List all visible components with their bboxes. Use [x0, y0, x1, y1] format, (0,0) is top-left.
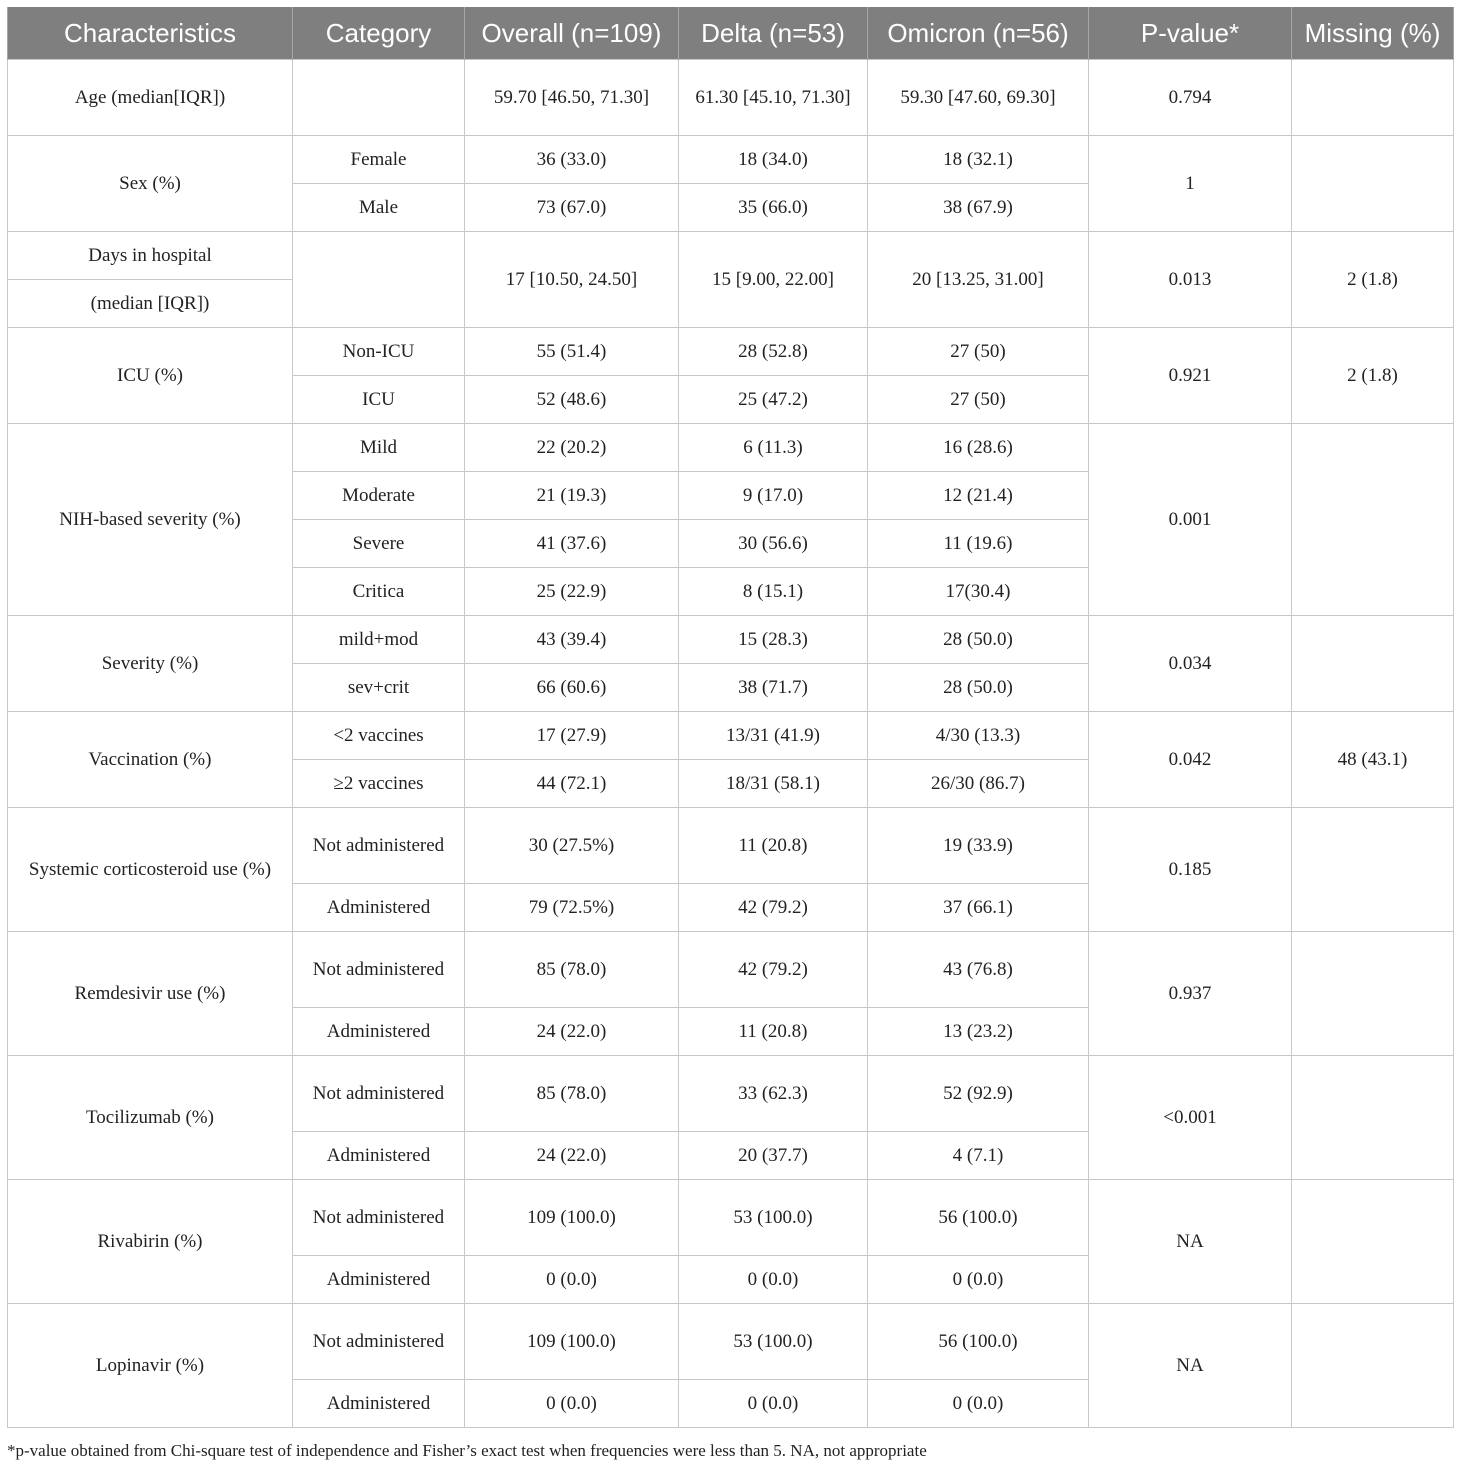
category-cell: Administered [293, 884, 465, 932]
overall-cell: 21 (19.3) [465, 472, 679, 520]
missing-cell: 48 (43.1) [1292, 712, 1454, 808]
delta-cell: 9 (17.0) [679, 472, 868, 520]
omicron-cell: 56 (100.0) [868, 1180, 1089, 1256]
category-cell: Administered [293, 1132, 465, 1180]
overall-cell: 52 (48.6) [465, 376, 679, 424]
delta-cell: 11 (20.8) [679, 1008, 868, 1056]
overall-cell: 55 (51.4) [465, 328, 679, 376]
p-value-cell: NA [1089, 1180, 1292, 1304]
p-value-cell: 0.042 [1089, 712, 1292, 808]
table-body [8, 60, 1454, 1428]
overall-cell: 66 (60.6) [465, 664, 679, 712]
category-cell: Moderate [293, 472, 465, 520]
omicron-cell: 26/30 (86.7) [868, 760, 1089, 808]
table-row [8, 60, 1454, 136]
p-value-cell: 0.013 [1089, 232, 1292, 328]
category-cell: sev+crit [293, 664, 465, 712]
omicron-cell: 52 (92.9) [868, 1056, 1089, 1132]
header-row [8, 7, 1454, 60]
missing-cell [1292, 60, 1454, 136]
header-omicron: Omicron (n=56) [868, 7, 1089, 60]
p-value-cell: 0.937 [1089, 932, 1292, 1056]
omicron-cell: 37 (66.1) [868, 884, 1089, 932]
table-row [8, 1180, 1454, 1256]
p-value-cell: 0.034 [1089, 616, 1292, 712]
delta-cell: 13/31 (41.9) [679, 712, 868, 760]
overall-cell: 43 (39.4) [465, 616, 679, 664]
category-cell: Administered [293, 1380, 465, 1428]
category-cell: Non-ICU [293, 328, 465, 376]
characteristic-label: Tocilizumab (%) [8, 1056, 293, 1180]
characteristic-label: ICU (%) [8, 328, 293, 424]
category-cell: mild+mod [293, 616, 465, 664]
delta-cell: 30 (56.6) [679, 520, 868, 568]
overall-cell: 36 (33.0) [465, 136, 679, 184]
category-cell: Not administered [293, 808, 465, 884]
category-cell [293, 60, 465, 136]
table-row [8, 424, 1454, 472]
characteristics-table [7, 7, 1454, 1428]
omicron-cell: 4/30 (13.3) [868, 712, 1089, 760]
omicron-cell: 18 (32.1) [868, 136, 1089, 184]
header-p-value: P-value* [1089, 7, 1292, 60]
overall-cell: 24 (22.0) [465, 1132, 679, 1180]
missing-cell [1292, 424, 1454, 616]
missing-cell [1292, 616, 1454, 712]
characteristic-label: Age (median[IQR]) [8, 60, 293, 136]
omicron-cell: 17(30.4) [868, 568, 1089, 616]
missing-cell [1292, 1304, 1454, 1428]
category-cell: Male [293, 184, 465, 232]
category-cell: ICU [293, 376, 465, 424]
omicron-cell: 38 (67.9) [868, 184, 1089, 232]
overall-cell: 41 (37.6) [465, 520, 679, 568]
table-row [8, 1304, 1454, 1380]
category-cell: Not administered [293, 1304, 465, 1380]
omicron-cell: 28 (50.0) [868, 616, 1089, 664]
overall-cell: 30 (27.5%) [465, 808, 679, 884]
table-row [8, 712, 1454, 760]
table-row [8, 808, 1454, 884]
missing-cell: 2 (1.8) [1292, 328, 1454, 424]
delta-cell: 6 (11.3) [679, 424, 868, 472]
delta-cell: 61.30 [45.10, 71.30] [679, 60, 868, 136]
characteristic-label: NIH-based severity (%) [8, 424, 293, 616]
missing-cell [1292, 136, 1454, 232]
omicron-cell: 19 (33.9) [868, 808, 1089, 884]
delta-cell: 42 (79.2) [679, 932, 868, 1008]
overall-cell: 25 (22.9) [465, 568, 679, 616]
p-value-cell: 0.794 [1089, 60, 1292, 136]
characteristic-label: Sex (%) [8, 136, 293, 232]
omicron-cell: 28 (50.0) [868, 664, 1089, 712]
category-cell: Critica [293, 568, 465, 616]
category-cell: ≥2 vaccines [293, 760, 465, 808]
delta-cell: 53 (100.0) [679, 1304, 868, 1380]
overall-cell: 109 (100.0) [465, 1304, 679, 1380]
category-cell: Administered [293, 1256, 465, 1304]
missing-cell [1292, 1056, 1454, 1180]
missing-cell [1292, 808, 1454, 932]
missing-cell [1292, 932, 1454, 1056]
delta-cell: 18 (34.0) [679, 136, 868, 184]
characteristic-label-continued: (median [IQR]) [8, 280, 293, 328]
omicron-cell: 0 (0.0) [868, 1380, 1089, 1428]
characteristic-label: Lopinavir (%) [8, 1304, 293, 1428]
category-cell: Not administered [293, 1180, 465, 1256]
omicron-cell: 12 (21.4) [868, 472, 1089, 520]
missing-cell [1292, 1180, 1454, 1304]
table-row [8, 328, 1454, 376]
overall-cell: 44 (72.1) [465, 760, 679, 808]
characteristic-label: Days in hospital [8, 232, 293, 280]
footnote: *p-value obtained from Chi-square test of independence and Fisher’s exact test when frequencies were less than 5. NA, not appropriate [7, 1441, 927, 1460]
characteristic-label: Vaccination (%) [8, 712, 293, 808]
omicron-cell: 11 (19.6) [868, 520, 1089, 568]
omicron-cell: 13 (23.2) [868, 1008, 1089, 1056]
category-cell: Administered [293, 1008, 465, 1056]
table-row [8, 232, 1454, 280]
category-cell: Female [293, 136, 465, 184]
characteristic-label: Remdesivir use (%) [8, 932, 293, 1056]
delta-cell: 20 (37.7) [679, 1132, 868, 1180]
overall-cell: 0 (0.0) [465, 1256, 679, 1304]
delta-cell: 53 (100.0) [679, 1180, 868, 1256]
omicron-cell: 20 [13.25, 31.00] [868, 232, 1089, 328]
omicron-cell: 27 (50) [868, 328, 1089, 376]
delta-cell: 42 (79.2) [679, 884, 868, 932]
delta-cell: 33 (62.3) [679, 1056, 868, 1132]
table-row [8, 136, 1454, 184]
characteristic-label: Rivabirin (%) [8, 1180, 293, 1304]
delta-cell: 35 (66.0) [679, 184, 868, 232]
delta-cell: 28 (52.8) [679, 328, 868, 376]
category-cell [293, 232, 465, 328]
p-value-cell: <0.001 [1089, 1056, 1292, 1180]
delta-cell: 11 (20.8) [679, 808, 868, 884]
omicron-cell: 59.30 [47.60, 69.30] [868, 60, 1089, 136]
p-value-cell: 0.001 [1089, 424, 1292, 616]
delta-cell: 0 (0.0) [679, 1380, 868, 1428]
delta-cell: 15 [9.00, 22.00] [679, 232, 868, 328]
header-category: Category [293, 7, 465, 60]
category-cell: Severe [293, 520, 465, 568]
header-overall: Overall (n=109) [465, 7, 679, 60]
p-value-cell: 0.185 [1089, 808, 1292, 932]
table-row [8, 932, 1454, 1008]
category-cell: Mild [293, 424, 465, 472]
overall-cell: 73 (67.0) [465, 184, 679, 232]
p-value-cell: 1 [1089, 136, 1292, 232]
category-cell: <2 vaccines [293, 712, 465, 760]
overall-cell: 17 [10.50, 24.50] [465, 232, 679, 328]
overall-cell: 79 (72.5%) [465, 884, 679, 932]
delta-cell: 0 (0.0) [679, 1256, 868, 1304]
omicron-cell: 4 (7.1) [868, 1132, 1089, 1180]
omicron-cell: 0 (0.0) [868, 1256, 1089, 1304]
category-cell: Not administered [293, 1056, 465, 1132]
overall-cell: 0 (0.0) [465, 1380, 679, 1428]
overall-cell: 17 (27.9) [465, 712, 679, 760]
delta-cell: 25 (47.2) [679, 376, 868, 424]
delta-cell: 18/31 (58.1) [679, 760, 868, 808]
table-row [8, 616, 1454, 664]
omicron-cell: 27 (50) [868, 376, 1089, 424]
omicron-cell: 56 (100.0) [868, 1304, 1089, 1380]
omicron-cell: 43 (76.8) [868, 932, 1089, 1008]
table-row [8, 1056, 1454, 1132]
header-missing: Missing (%) [1292, 7, 1454, 60]
delta-cell: 15 (28.3) [679, 616, 868, 664]
missing-cell: 2 (1.8) [1292, 232, 1454, 328]
p-value-cell: NA [1089, 1304, 1292, 1428]
characteristic-label: Severity (%) [8, 616, 293, 712]
delta-cell: 38 (71.7) [679, 664, 868, 712]
p-value-cell: 0.921 [1089, 328, 1292, 424]
delta-cell: 8 (15.1) [679, 568, 868, 616]
overall-cell: 85 (78.0) [465, 1056, 679, 1132]
omicron-cell: 16 (28.6) [868, 424, 1089, 472]
overall-cell: 22 (20.2) [465, 424, 679, 472]
category-cell: Not administered [293, 932, 465, 1008]
overall-cell: 85 (78.0) [465, 932, 679, 1008]
header-characteristics: Characteristics [8, 7, 293, 60]
table-container [7, 7, 1453, 1428]
characteristic-label: Systemic corticosteroid use (%) [8, 808, 293, 932]
header-delta: Delta (n=53) [679, 7, 868, 60]
overall-cell: 24 (22.0) [465, 1008, 679, 1056]
overall-cell: 109 (100.0) [465, 1180, 679, 1256]
overall-cell: 59.70 [46.50, 71.30] [465, 60, 679, 136]
